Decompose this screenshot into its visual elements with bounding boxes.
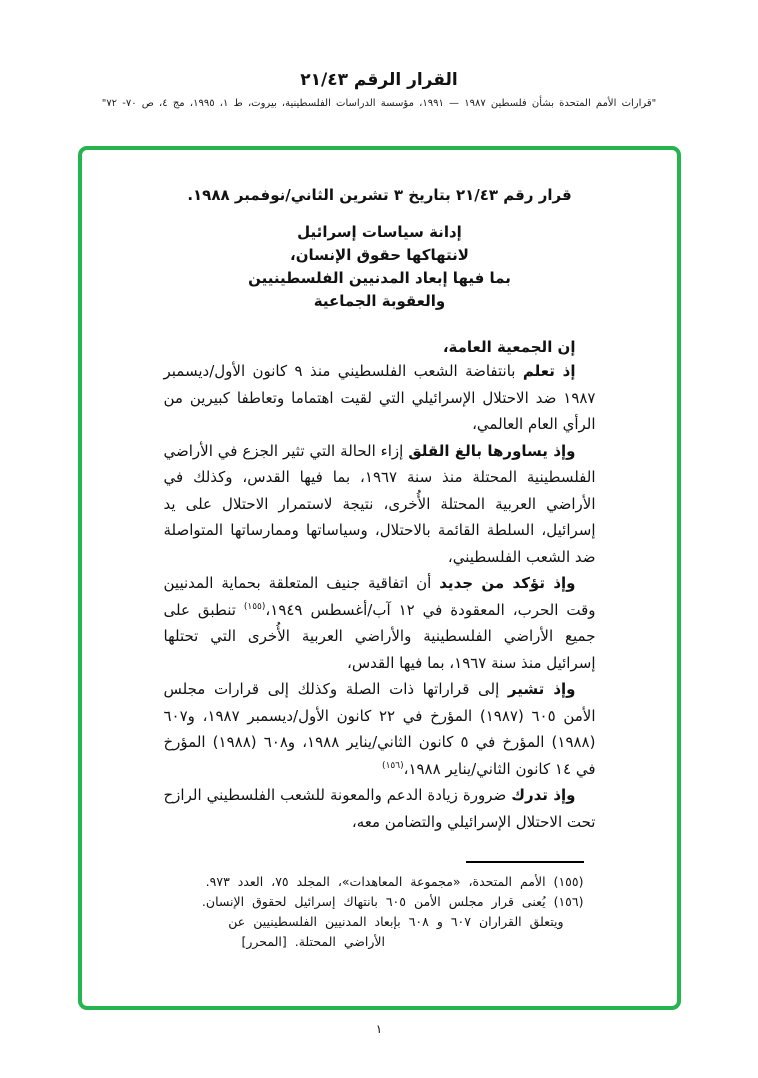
source-citation-line: "قرارات الأمم المتحدة بشأن فلسطين ١٩٨٧ — ١٩٩١، مؤسسة الدراسات الفلسطينية، بيروت، ط ١، ١٩٩٥، مج ٤، ص ٧٠- ٧٢" <box>101 98 657 109</box>
paragraph-2-lead: وإذ يساورها بالغ القلق <box>408 441 576 460</box>
paragraph-1-text: بانتفاضة الشعب الفلسطيني منذ ٩ كانون الأول/ديسمبر ١٩٨٧ ضد الاحتلال الإسرائيلي التي لقيت اهتماما وتعاطفا كبيرين من الرأي العام العالمي، <box>163 362 596 433</box>
footnote-ref-155: (١٥٥) <box>243 601 266 612</box>
paragraph-5-lead: وإذ تدرك <box>511 786 576 804</box>
footnote-155: (١٥٥) الأمم المتحدة، «مجموعة المعاهدات»، المجلد ٧٥، العدد ٩٧٣. <box>205 874 584 889</box>
paragraph-5 <box>164 782 596 835</box>
footnote-separator-line <box>466 861 584 863</box>
paragraph-4-text: إلى قراراتها ذات الصلة وكذلك إلى قرارات مجلس الأمن ٦٠٥ (١٩٨٧) المؤرخ في ٢٢ كانون الأول/ديسمبر ١٩٨٧، و٦٠٧ (١٩٨٨) المؤرخ في ٥ كانون الثاني/يناير ١٩٨٨، و٦٠٨ (١٩٨٨) المؤرخ في ١٤ كانون الثاني/يناير ١٩٨٨، <box>163 680 596 778</box>
paragraph-5-text: ضرورة زيادة الدعم والمعونة للشعب الفلسطيني الرازح تحت الاحتلال الإسرائيلي والتضامن معه، <box>163 786 596 831</box>
resolution-title: قرار رقم ٢١/٤٣ بتاريخ ٣ تشرين الثاني/نوفمبر ١٩٨٨. <box>187 186 572 204</box>
subtitle-line-2: لانتهاكها حقوق الإنسان، <box>290 246 469 264</box>
paragraph-2 <box>164 438 596 571</box>
page-number: ١ <box>375 1022 383 1036</box>
paragraph-1-lead: إذ تعلم <box>522 362 576 380</box>
footnote-156-line-3: الأراضي المحتلة. [المحرر] <box>241 934 386 949</box>
page-header <box>0 70 758 109</box>
footnote-156-line-2: ويتعلق القراران ٦٠٧ و ٦٠٨ بإبعاد المدنيين الفلسطينيين عن <box>228 914 564 929</box>
resolution-number-heading: القرار الرقم ٢١/٤٣ <box>300 70 458 90</box>
document-body <box>164 150 596 952</box>
paragraph-3-text-after: تنطبق على جميع الأراضي الفلسطينية والأراضي العربية الأُخرى التي تحتلها إسرائيل منذ سنة ١٩٦٧، بما فيها القدس، <box>163 600 596 672</box>
paragraph-3-text: أن اتفاقية جنيف المتعلقة بحماية المدنيين وقت الحرب، المعقودة في ١٢ آب/أغسطس ١٩٤٩، <box>163 574 596 619</box>
footnote-156-line-1: (١٥٦) يُعنى قرار مجلس الأمن ٦٠٥ بانتهاك إسرائيل لحقوق الإنسان. <box>201 894 584 909</box>
paragraph-2-text: إزاء الحالة التي تثير الجزع في الأراضي الفلسطينية المحتلة منذ سنة ١٩٦٧، بما فيها القدس، وكذلك في الأراضي العربية المحتلة الأُخرى، نتيجة لاستمرار الاحتلال على يد إسرائيل، السلطة القائمة بالاحتلال، وسياساتها وممارساتها المتواصلة ضد الشعب الفلسطيني، <box>163 441 596 566</box>
subtitle-line-3: بما فيها إبعاد المدنيين الفلسطينيين <box>248 269 511 287</box>
document-green-frame <box>78 146 681 1010</box>
paragraph-1 <box>164 358 596 438</box>
footnotes-section <box>82 861 584 952</box>
paragraph-3 <box>164 570 596 676</box>
paragraph-3-lead: وإذ تؤكد من جديد <box>439 574 576 592</box>
paragraph-4-lead: وإذ تشير <box>507 680 576 698</box>
paragraph-4 <box>164 676 596 782</box>
subtitle-line-4: والعقوبة الجماعية <box>313 292 446 310</box>
footnote-ref-156: (١٥٦) <box>382 760 404 771</box>
subtitle-line-1: إدانة سياسات إسرائيل <box>297 223 462 241</box>
resolution-subtitle <box>164 221 596 313</box>
opening-clause: إن الجمعية العامة، <box>442 338 576 356</box>
